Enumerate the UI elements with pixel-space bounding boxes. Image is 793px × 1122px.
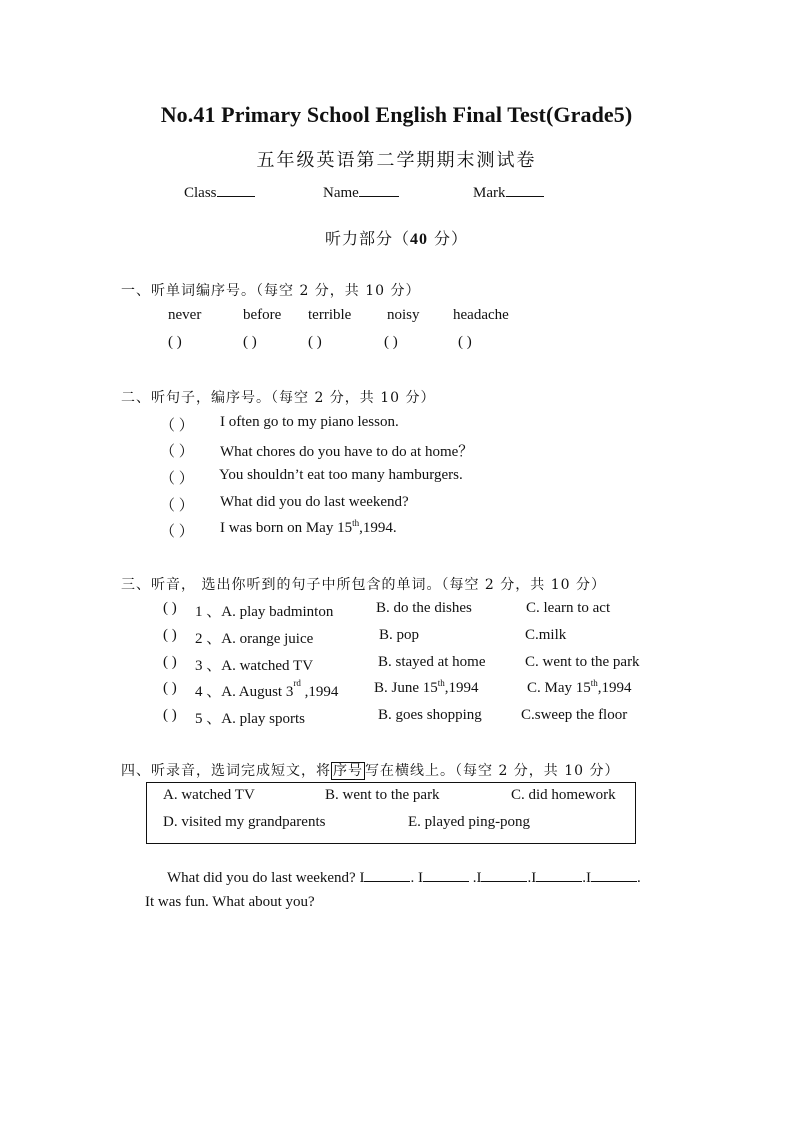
class-blank[interactable] [217,182,255,197]
class-label: Class [184,185,217,201]
section2-answer-blank[interactable]: （ ） [160,444,194,460]
passage-text: . [636,870,641,886]
section3-answer-blank[interactable]: ( ) [163,627,177,643]
sentence-text: I was born on May 15 [220,520,353,536]
ordinal-suffix: rd [293,678,301,688]
word-bank-option: D. visited my grandparents [163,814,326,830]
passage-line-1 [167,867,641,887]
section2-sentence: I often go to my piano lesson. [220,414,399,430]
mark-blank[interactable] [506,182,544,197]
heading-text: 写在横线上。（每空 2 分，共 10 分） [365,763,620,779]
section1-heading: 一、听单词编序号。（每空 2 分，共 10 分） [121,283,421,299]
word-bank-option: E. played ping-pong [408,814,531,830]
section3-option-c: C. went to the park [525,654,640,670]
passage-text: What did you do last weekend? I [167,870,365,886]
passage-blank[interactable] [364,867,410,882]
section3-option-b: B. goes shopping [378,707,482,723]
section3-option-b: B. stayed at home [378,654,486,670]
section2-answer-blank[interactable]: （ ） [160,471,194,487]
section1-word: before [243,307,282,323]
section3-answer-blank[interactable]: ( ) [163,707,177,723]
section3-heading: 三、听音， 选出你听到的句子中所包含的单词。（每空 2 分，共 10 分） [121,577,606,593]
word-bank-option: B. went to the park [325,787,440,803]
section1-word: headache [453,307,509,323]
name-blank[interactable] [359,182,399,197]
name-label: Name [323,185,359,201]
passage-blank[interactable] [536,867,582,882]
listening-header [0,226,793,249]
section2-heading: 二、听句子，编序号。（每空 2 分，共 10 分） [121,390,436,406]
passage-blank[interactable] [481,867,527,882]
listening-points: 40 [409,231,428,248]
listening-prefix: 听力部分（ [324,229,410,248]
ordinal-suffix: th [437,678,445,688]
sentence-tail: ,1994. [359,520,397,536]
section2-sentence [220,520,397,537]
page-subtitle: 五年级英语第二学期期末测试卷 [256,150,537,171]
heading-text: 四、听录音，选词完成短文，将 [121,763,331,779]
section3-option-c: C.milk [525,627,567,643]
word-bank-option: A. watched TV [163,787,255,803]
section3-answer-blank[interactable]: ( ) [163,654,177,670]
passage-text: .I [468,870,482,886]
option-tail: ,1994 [300,684,339,700]
section3-option-c [527,680,632,697]
boxed-keyword: 序号 [333,763,363,779]
section2-sentence: What chores do you have to do at home？ [220,444,474,460]
passage-text: . I [410,870,423,886]
section3-option-a [195,680,338,701]
passage-text: .I [527,870,537,886]
passage-text: .I [582,870,591,886]
section3-option-a: 1 、A. play badminton [195,604,334,620]
passage-line-2: It was fun. What about you? [145,894,315,910]
section3-answer-blank[interactable]: ( ) [163,600,177,616]
section2-sentence: You shouldn’t eat too many hamburgers. [219,467,463,483]
page-title: No.41 Primary School English Final Test(Grade5) [160,102,633,127]
ordinal-suffix: th [352,518,360,528]
section1-answer-blank[interactable]: ( ) [168,334,182,350]
section3-option-b [374,680,479,697]
section1-answer-blank[interactable]: ( ) [384,334,398,350]
section2-answer-blank[interactable]: （ ） [160,498,194,514]
option-text: 4 、A. August 3 [195,684,294,700]
section1-answer-blank[interactable]: ( ) [458,334,472,350]
section1-word: noisy [387,307,420,323]
section3-option-b: B. do the dishes [376,600,472,616]
section1-word: terrible [308,307,352,323]
section1-answer-blank[interactable]: ( ) [243,334,257,350]
section2-answer-blank[interactable]: （ ） [160,524,194,540]
section3-option-a: 2 、A. orange juice [195,631,314,647]
section2-answer-blank[interactable]: （ ） [160,418,194,434]
option-tail: ,1994 [444,680,479,696]
passage-blank[interactable] [423,867,469,882]
ordinal-suffix: th [590,678,598,688]
option-text: C. May 15 [527,680,591,696]
section4-heading [121,760,620,780]
listening-suffix: 分） [427,229,469,248]
option-text: B. June 15 [374,680,438,696]
option-tail: ,1994 [597,680,632,696]
section1-word: never [168,307,202,323]
section3-option-c: C.sweep the floor [521,707,628,723]
section3-option-c: C. learn to act [526,600,611,616]
section3-option-a: 5 、A. play sports [195,711,305,727]
mark-label: Mark [473,185,506,201]
name-field [323,182,399,202]
section2-sentence: What did you do last weekend? [220,494,409,510]
word-bank-option: C. did homework [511,787,616,803]
section3-option-a: 3 、A. watched TV [195,658,314,674]
class-field [184,182,255,202]
section3-option-b: B. pop [379,627,420,643]
section1-answer-blank[interactable]: ( ) [308,334,322,350]
mark-field [473,182,544,202]
passage-blank[interactable] [591,867,637,882]
section3-answer-blank[interactable]: ( ) [163,680,177,696]
